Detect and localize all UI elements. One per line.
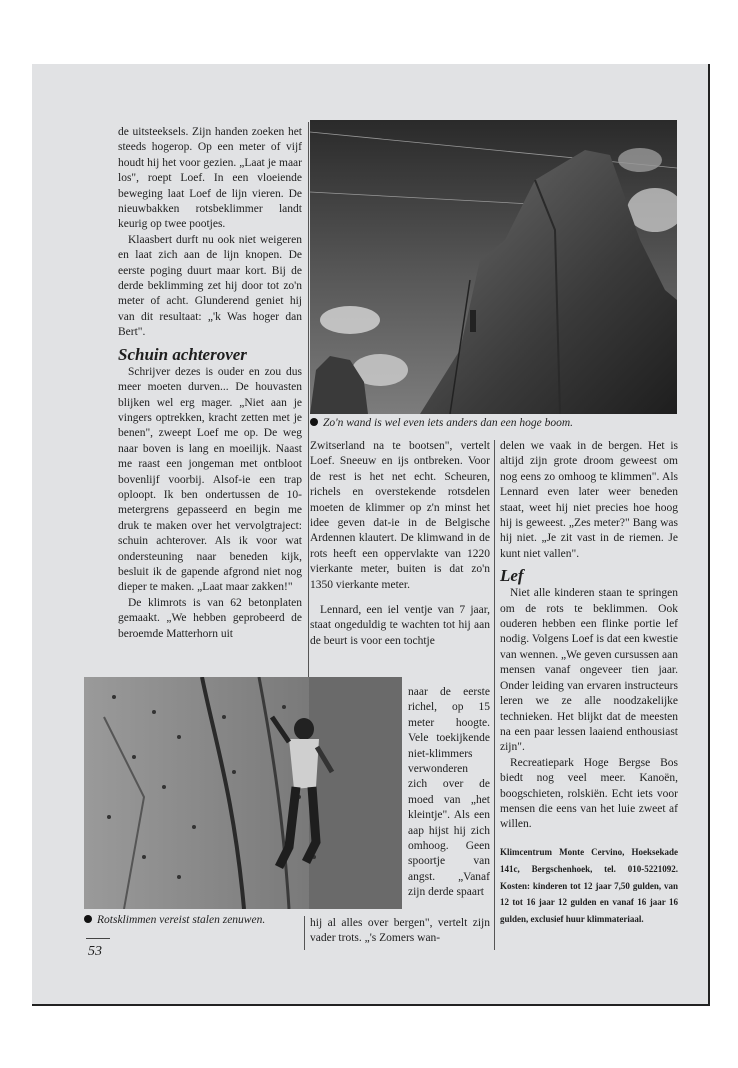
paragraph: Klaasbert durft nu ook niet weigeren en laat zich aan de lijn knopen. De eerste poging duurt maar kort. Bij de derde beklimming zet hij door tot zo'n meter of acht. Glunderend geniet hij van dit resultaat: „'k Was hoger dan Bert". [118, 233, 302, 339]
column-divider [308, 122, 309, 680]
paragraph: Niet alle kinderen staan te springen om de rots te beklimmen. Ook ouderen hebben een flinke portie lef nodig. Volgens Loef is dat een kwestie van wennen. „We geven cursussen aan mensen vanaf ongeveer tien jaar. Onder leiding van ervaren instructeurs leren we ze alle noodzakelijke technieken. Het blijkt dat de meesten na een paar lessen laaiend enthousiast zijn". [500, 587, 678, 754]
paragraph: Schrijver dezes is ouder en zou dus meer moeten durven... De houvasten blijken wel erg mager. „Niet aan je vingers optrekken, kracht zetten met je benen", zweept Loef me op. De weg naar boven is lang en moeilijk. Naast me raast een jongeman met ontbloot bovenlijf voorbij. Alsof-ie een trap oploopt. Ik ben ondertussen de 10-metergrens gepasseerd en begin me druk te maken over het vervolgtraject: schuin achterover. Als ik voor wat ondersteuning naar beneden kijk, besluit ik de gapende afgrond niet nog dieper te maken. „Laat maar zakken!" [118, 365, 302, 594]
column-2-bottom-text [310, 916, 490, 947]
paragraph: De klimrots is van 62 betonplaten gemaakt. „We hebben geprobeerd de beroemde Matterhorn uit [118, 596, 302, 640]
column-divider [304, 916, 305, 950]
section-heading: Schuin achterover [118, 344, 247, 364]
paragraph: de uitsteeksels. Zijn handen zoeken het steeds hogerop. Op een meter of vijf houdt hij het voor gezien. „Laat je maar los", roept Loef. In een vloeiende beweging laat Loef de lijn vieren. De nieuwbakken rotsbeklimmer landt keurig op twee pootjes. [118, 126, 302, 231]
climbing-rock-photo [310, 120, 677, 414]
page-number-rule [86, 938, 110, 939]
paragraph: hij al alles over bergen", vertelt zijn vader trots. „'s Zomers wan- [310, 917, 490, 945]
column-2-text [310, 439, 490, 649]
paragraph: Lennard, een iel ventje van 7 jaar, staat ongeduldig te wachten tot hij aan de beurt is voor een tochtje [310, 604, 490, 647]
paragraph: naar de eerste richel, op 15 meter hoogte. Vele toekijkende niet-klimmers verwonderen zich over de moed van „het kleintje". Als een aap hijst hij zich omhoog. Geen spoortje van angst. „Vanaf zijn derde spaart [408, 686, 490, 899]
climber-photo [84, 677, 402, 909]
bullet-icon [84, 915, 92, 923]
column-3-text [500, 439, 678, 833]
magazine-page [32, 64, 710, 1006]
photo-caption: Zo'n wand is wel even iets anders dan een hoge boom. [310, 417, 573, 429]
column-1-text [118, 125, 302, 642]
paragraph: Zwitserland na te bootsen", vertelt Loef. Sneeuw en ijs ontbreken. Voor de rest is het net echt. Scheuren, richels en overstekende rotsdelen moeten de klimmer op z'n minst het idee geven dat-ie in de Belgische Ardennen klautert. De klimwand in de rots heeft een oppervlakte van 1220 vierkante meter, buiten is dat zo'n 1350 vierkante meter. [310, 440, 490, 591]
paragraph: Recreatiepark Hoge Bergse Bos biedt nog veel meer. Kanoën, boogschieten, rolskiën. Echt iets voor mensen die eens van het luie zweet af willen. [500, 756, 678, 831]
bullet-icon [310, 418, 318, 426]
info-box: Klimcentrum Monte Cervino, Hoeksekade 141c, Bergschenhoek, tel. 010-5221092. Kosten: kinderen tot 12 jaar 7,50 gulden, van 12 tot 16 jaar 12 gulden en vanaf 16 jaar 16 gulden, exclusief huur klimmateriaal. [500, 847, 678, 925]
page-number: 53 [88, 944, 102, 959]
column-divider [494, 440, 495, 950]
column-2-narrow-text [408, 685, 490, 901]
section-heading: Lef [500, 566, 524, 586]
paragraph: delen we vaak in de bergen. Het is altijd zijn grote droom geweest om nog eens zo omhoog te klimmen". Als Lennard even later weer beneden staat, weet hij niet precies hoe hoog hij is geweest. „Zes meter?" Bang was hij niet. „Je zit vast in de riemen. Je kunt niet vallen". [500, 440, 678, 560]
photo-caption: Rotsklimmen vereist stalen zenuwen. [84, 914, 265, 926]
